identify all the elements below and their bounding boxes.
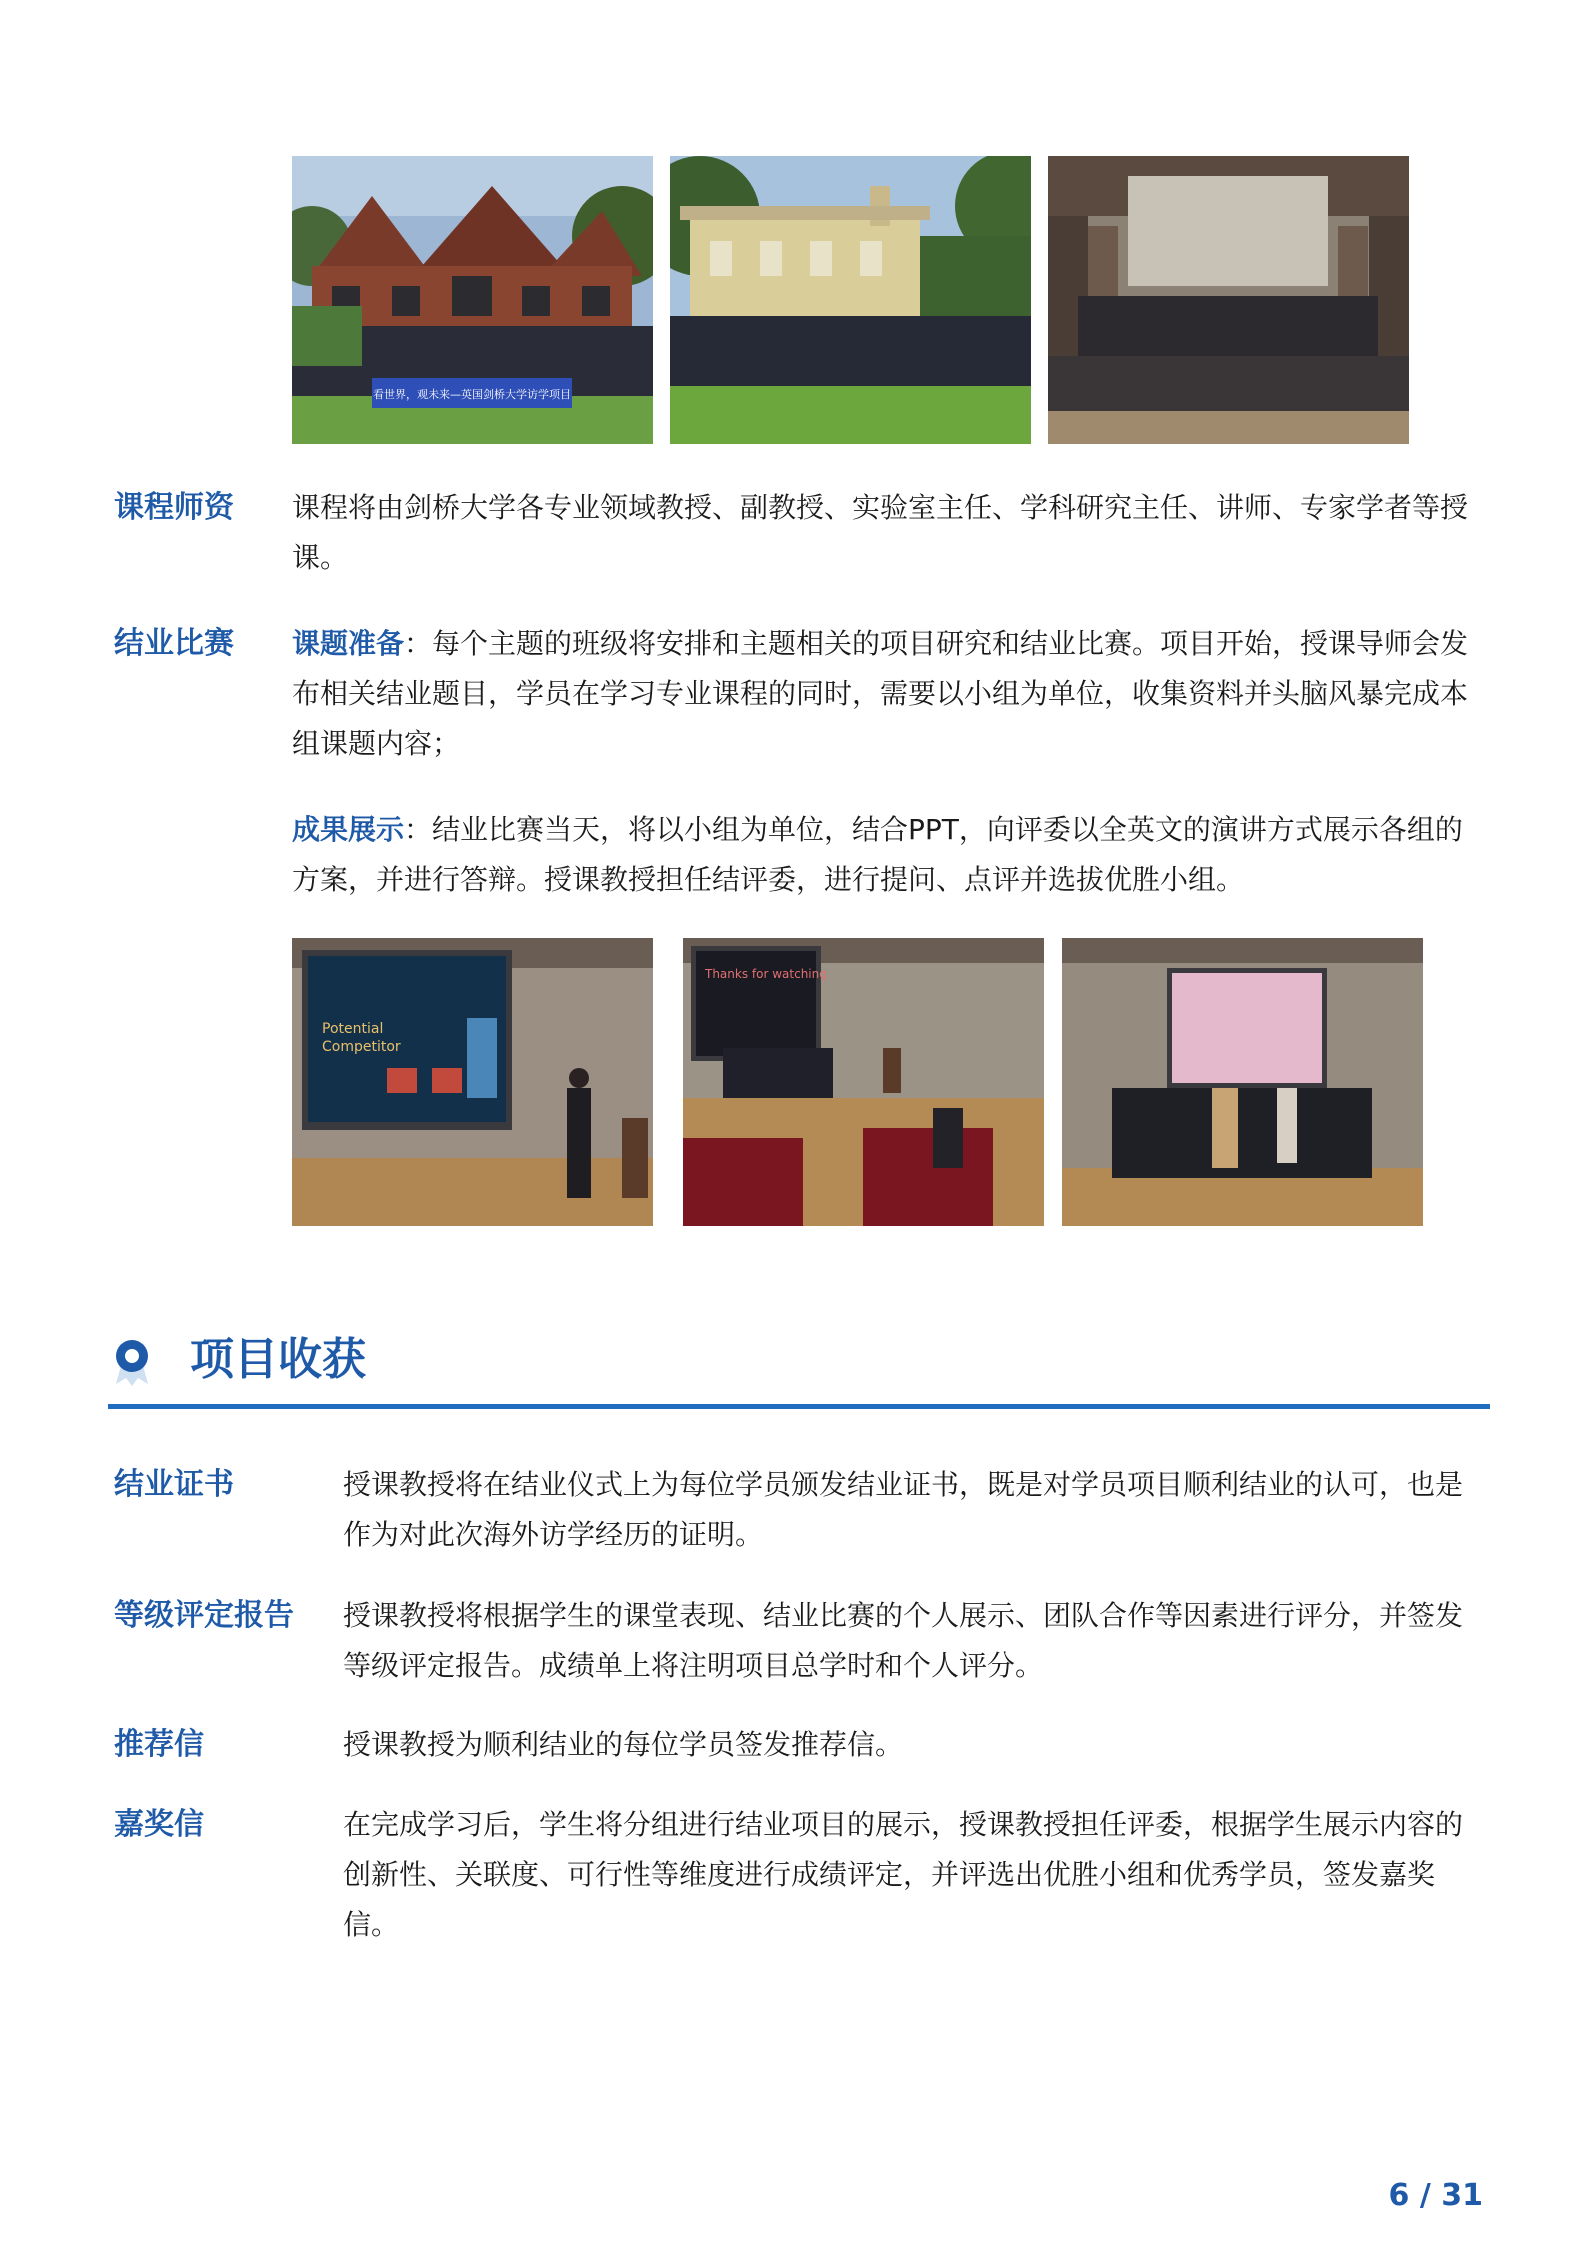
- outcome-certificate-label: 结业证书: [114, 1467, 234, 1502]
- page-number: 6 / 31: [1388, 2178, 1483, 2213]
- outcome-commendation-label: 嘉奖信: [114, 1807, 204, 1842]
- faculty-label: 课程师资: [114, 490, 234, 525]
- competition-prep: [292, 619, 1482, 769]
- photo-presentation-group: [683, 938, 1044, 1226]
- competition-show: [292, 805, 1482, 905]
- show-label: 成果展示: [292, 813, 405, 846]
- show-text: ：结业比赛当天，将以小组为单位，结合PPT，向评委以全英文的演讲方式展示各组的方案，并进行答辩。授课教授担任结评委，进行提问、点评并选拔优胜小组。: [292, 813, 1463, 896]
- competition-label: 结业比赛: [114, 626, 234, 661]
- outcome-commendation-text: 在完成学习后，学生将分组进行结业项目的展示，授课教授担任评委，根据学生展示内容的创新性、关联度、可行性等维度进行成绩评定，并评选出优胜小组和优秀学员，签发嘉奖信。: [343, 1808, 1464, 1941]
- slide1-line2: Competitor: [322, 1039, 401, 1055]
- photo-tudor-house-group: [292, 156, 653, 444]
- outcome-grade-report-text: 授课教授将根据学生的课堂表现、结业比赛的个人展示、团队合作等因素进行评分，并签发等级评定报告。成绩单上将注明项目总学时和个人评分。: [343, 1599, 1464, 1682]
- outcome-grade-report-label: 等级评定报告: [114, 1598, 294, 1633]
- photo-presentation-speaker: [292, 938, 653, 1226]
- photo-lecture-hall-audience: [1048, 156, 1409, 444]
- outcome-recommendation-text: 授课教授为顺利结业的每位学员签发推荐信。: [343, 1728, 904, 1761]
- photo-yellow-mansion-group: [670, 156, 1031, 444]
- slide1-line1: Potential: [322, 1021, 384, 1037]
- prep-text: ：每个主题的班级将安排和主题相关的项目研究和结业比赛。项目开始，授课导师会发布相关结业题目，学员在学习专业课程的同时，需要以小组为单位，收集资料并头脑风暴完成本组课题内容；: [292, 627, 1469, 760]
- slide2-line1: Thanks for watching: [705, 967, 827, 981]
- faculty-text: 课程将由剑桥大学各专业领域教授、副教授、实验室主任、学科研究主任、讲师、专家学者等授课。: [292, 491, 1469, 574]
- section-divider: [108, 1404, 1490, 1409]
- banner-text: 看世界，观未来—英国剑桥大学访学项目: [373, 388, 571, 401]
- outcome-recommendation-label: 推荐信: [114, 1727, 204, 1762]
- section-title-outcomes: 项目收获: [190, 1334, 366, 1385]
- prep-label: 课题准备: [292, 627, 405, 660]
- outcome-certificate-text: 授课教授将在结业仪式上为每位学员颁发结业证书，既是对学员项目顺利结业的认可，也是作为对此次海外访学经历的证明。: [343, 1468, 1464, 1551]
- award-ribbon-icon: [112, 1338, 152, 1388]
- photo-award-ceremony: [1062, 938, 1423, 1226]
